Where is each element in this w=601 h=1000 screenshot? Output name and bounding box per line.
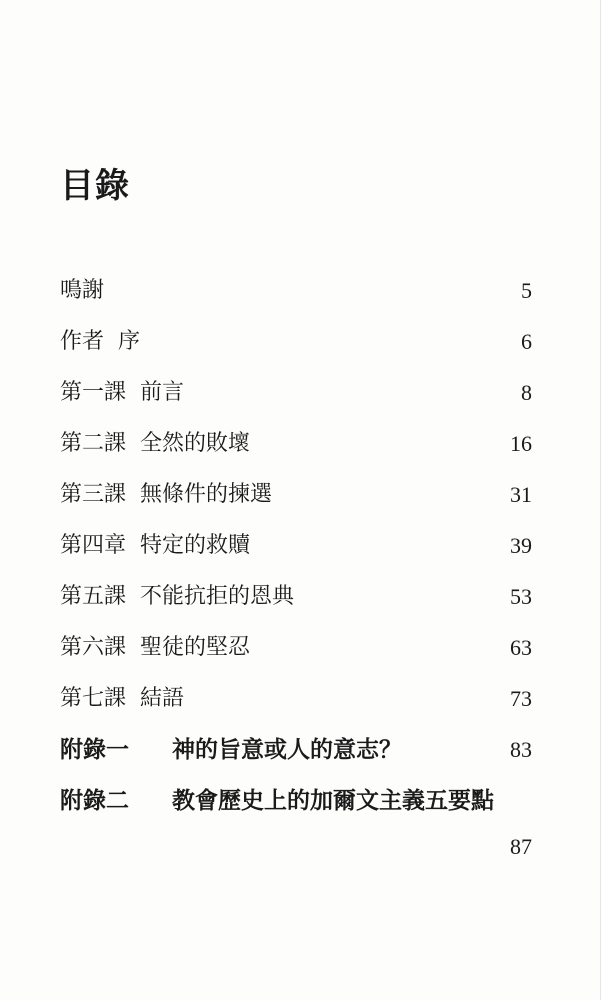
toc-title: 全然的敗壞 [140,431,251,456]
toc-page-number: 73 [510,686,532,711]
toc-page-number: 83 [510,737,532,762]
toc-entry-lesson-6 [60,633,532,684]
toc-page-number: 6 [521,329,532,354]
toc-page-number: 63 [510,635,532,660]
toc-entry-lesson-3 [60,480,532,531]
toc-label: 第三課 [60,482,127,507]
table-of-contents [60,276,532,866]
toc-label: 第七課 [60,686,127,711]
toc-entry-appendix-2 [60,786,532,866]
toc-entry-chapter-4 [60,531,532,582]
toc-title: 聖徒的堅忍 [140,635,251,660]
toc-label: 第六課 [60,635,127,660]
toc-title: 神的旨意或人的意志？ [172,736,402,763]
toc-page-number: 87 [510,834,532,859]
toc-title: 結語 [140,686,185,711]
toc-label: 附錄二 [60,787,129,814]
toc-title: 特定的救贖 [140,533,251,558]
toc-label: 鳴謝 [60,278,105,303]
toc-label: 作者 [60,329,105,354]
toc-page-number: 39 [510,533,532,558]
toc-entry-acknowledgements [60,276,532,327]
toc-page-number: 8 [521,380,532,405]
toc-label: 第二課 [60,431,127,456]
toc-page-number: 5 [521,278,532,303]
toc-label: 第一課 [60,380,127,405]
toc-title: 前言 [140,380,185,405]
toc-label: 第四章 [60,533,127,558]
toc-entry-lesson-1 [60,378,532,429]
toc-entry-lesson-5 [60,582,532,633]
toc-entry-lesson-2 [60,429,532,480]
toc-page-number: 16 [510,431,532,456]
toc-entry-appendix-1 [60,735,532,786]
toc-page-number: 53 [510,584,532,609]
toc-page-number: 31 [510,482,532,507]
toc-entry-lesson-7 [60,684,532,735]
page-title: 目錄 [60,166,130,206]
toc-title: 教會歷史上的加爾文主義五要點 [172,787,494,814]
toc-entry-preface [60,327,532,378]
toc-label: 附錄一 [60,736,129,763]
toc-label: 第五課 [60,584,127,609]
toc-title: 序 [118,329,141,354]
toc-title: 不能抗拒的恩典 [140,584,295,609]
toc-title: 無條件的揀選 [140,482,273,507]
